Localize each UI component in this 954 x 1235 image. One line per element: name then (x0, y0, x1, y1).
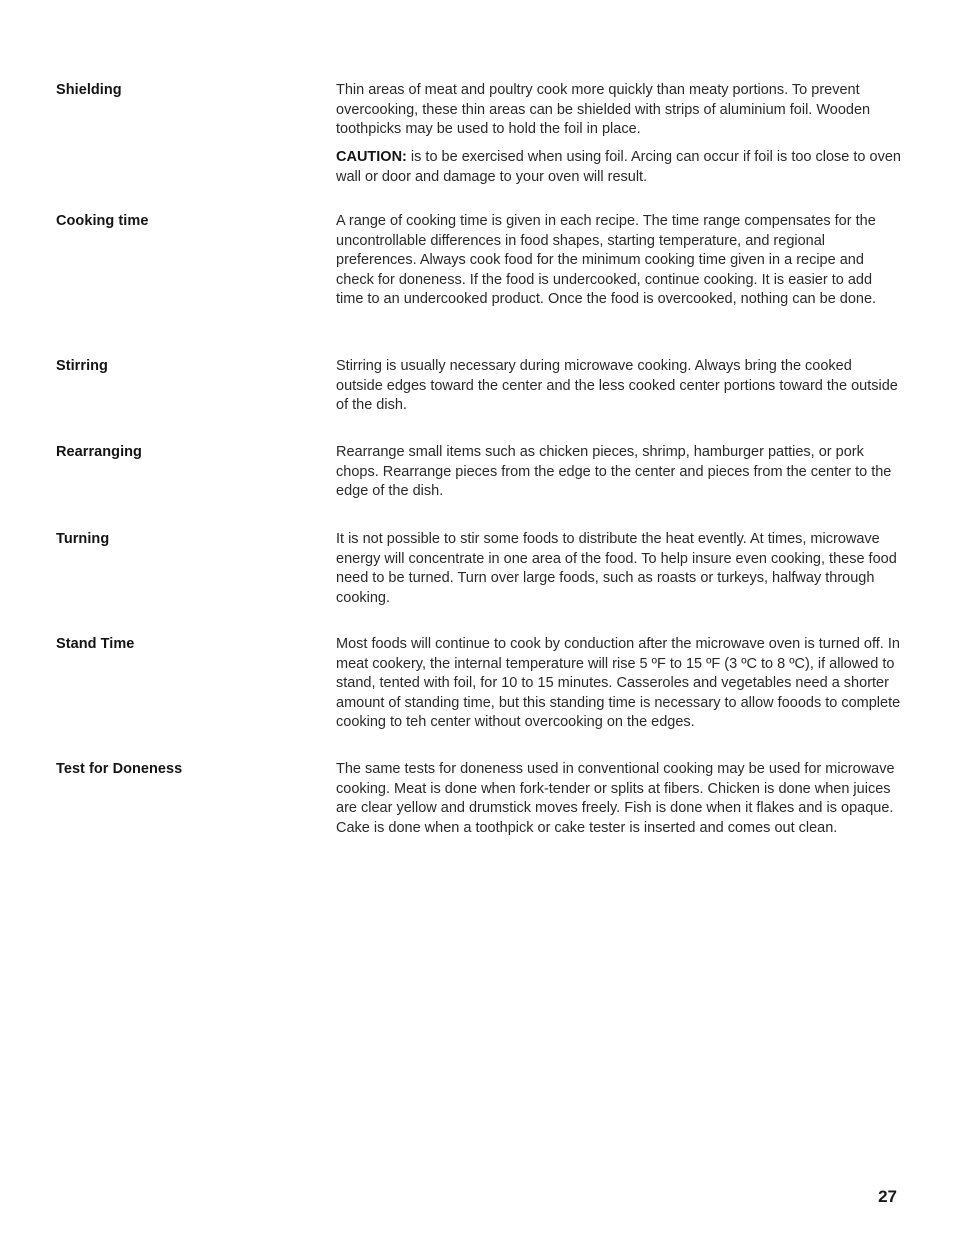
cooking-time-paragraph: A range of cooking time is given in each recipe. The time range compensates for the uncontrollable differences in food shapes, starting temperature, and regional preferences. Always cook food for the minimum cooking time given in a recipe and check for doneness. If the food is undercooked, continue cooking. It is easier to add time to an undercooked product. Once the food is overcooked, nothing can be done. (336, 213, 877, 307)
stirring-paragraph: Stirring is usually necessary during microwave cooking. Always bring the cooked outside edges toward the center and the less cooked center portions toward the outside of the dish. (336, 358, 898, 413)
description-rearranging (336, 443, 901, 502)
description-stand-time (336, 635, 901, 733)
description-turning (336, 530, 901, 608)
description-shielding (336, 81, 901, 187)
shielding-paragraph: Thin areas of meat and poultry cook more quickly than meaty portions. To prevent overcooking, these thin areas can be shielded with strips of aluminium foil. Wooden toothpicks may be used to hold the foil in place. (336, 82, 871, 137)
caution-text: is to be exercised when using foil. Arcing can occur if foil is too close to oven wall or door and damage to your oven will result. (336, 149, 901, 185)
term-rearranging: Rearranging (56, 444, 142, 460)
turning-paragraph: It is not possible to stir some foods to distribute the heat evently. At times, microwave energy will concentrate in one area of the food. To help insure even cooking, these food need to be turned. Turn over large foods, such as roasts or turkeys, halfway through cooking. (336, 531, 897, 606)
term-turning: Turning (56, 531, 110, 547)
term-stirring: Stirring (56, 358, 108, 374)
caution-note (336, 148, 901, 187)
caution-label: CAUTION: (336, 149, 407, 165)
stand-time-paragraph: Most foods will continue to cook by conduction after the microwave oven is turned off. In meat cookery, the internal temperature will rise 5 ºF to 15 ºF (3 ºC to 8 ºC), if allowed to stand, tented with foil, for 10 to 15 minutes. Casseroles and vegetables need a shorter amount of standing time, but this standing time is necessary to allow fooods to complete cooking to teh center without overcooking on the edges. (336, 636, 901, 730)
term-cooking-time: Cooking time (56, 213, 149, 229)
test-for-doneness-paragraph: The same tests for doneness used in conventional cooking may be used for microwave cooking. Meat is done when fork-tender or splits at fibers. Chicken is done when juices are clear yellow and drumstick moves freely. Fish is done when it flakes and is opaque. Cake is done when a toothpick or cake tester is inserted and comes out clean. (336, 761, 895, 836)
description-stirring (336, 357, 901, 416)
description-test-for-doneness (336, 760, 901, 838)
term-shielding: Shielding (56, 82, 122, 98)
page-number: 27 (878, 1187, 897, 1206)
description-cooking-time (336, 212, 901, 310)
rearranging-paragraph: Rearrange small items such as chicken pieces, shrimp, hamburger patties, or pork chops. Rearrange pieces from the edge to the center and pieces from the center to the edge of the dish. (336, 444, 892, 499)
term-test-for-doneness: Test for Doneness (56, 761, 183, 777)
term-stand-time: Stand Time (56, 636, 135, 652)
